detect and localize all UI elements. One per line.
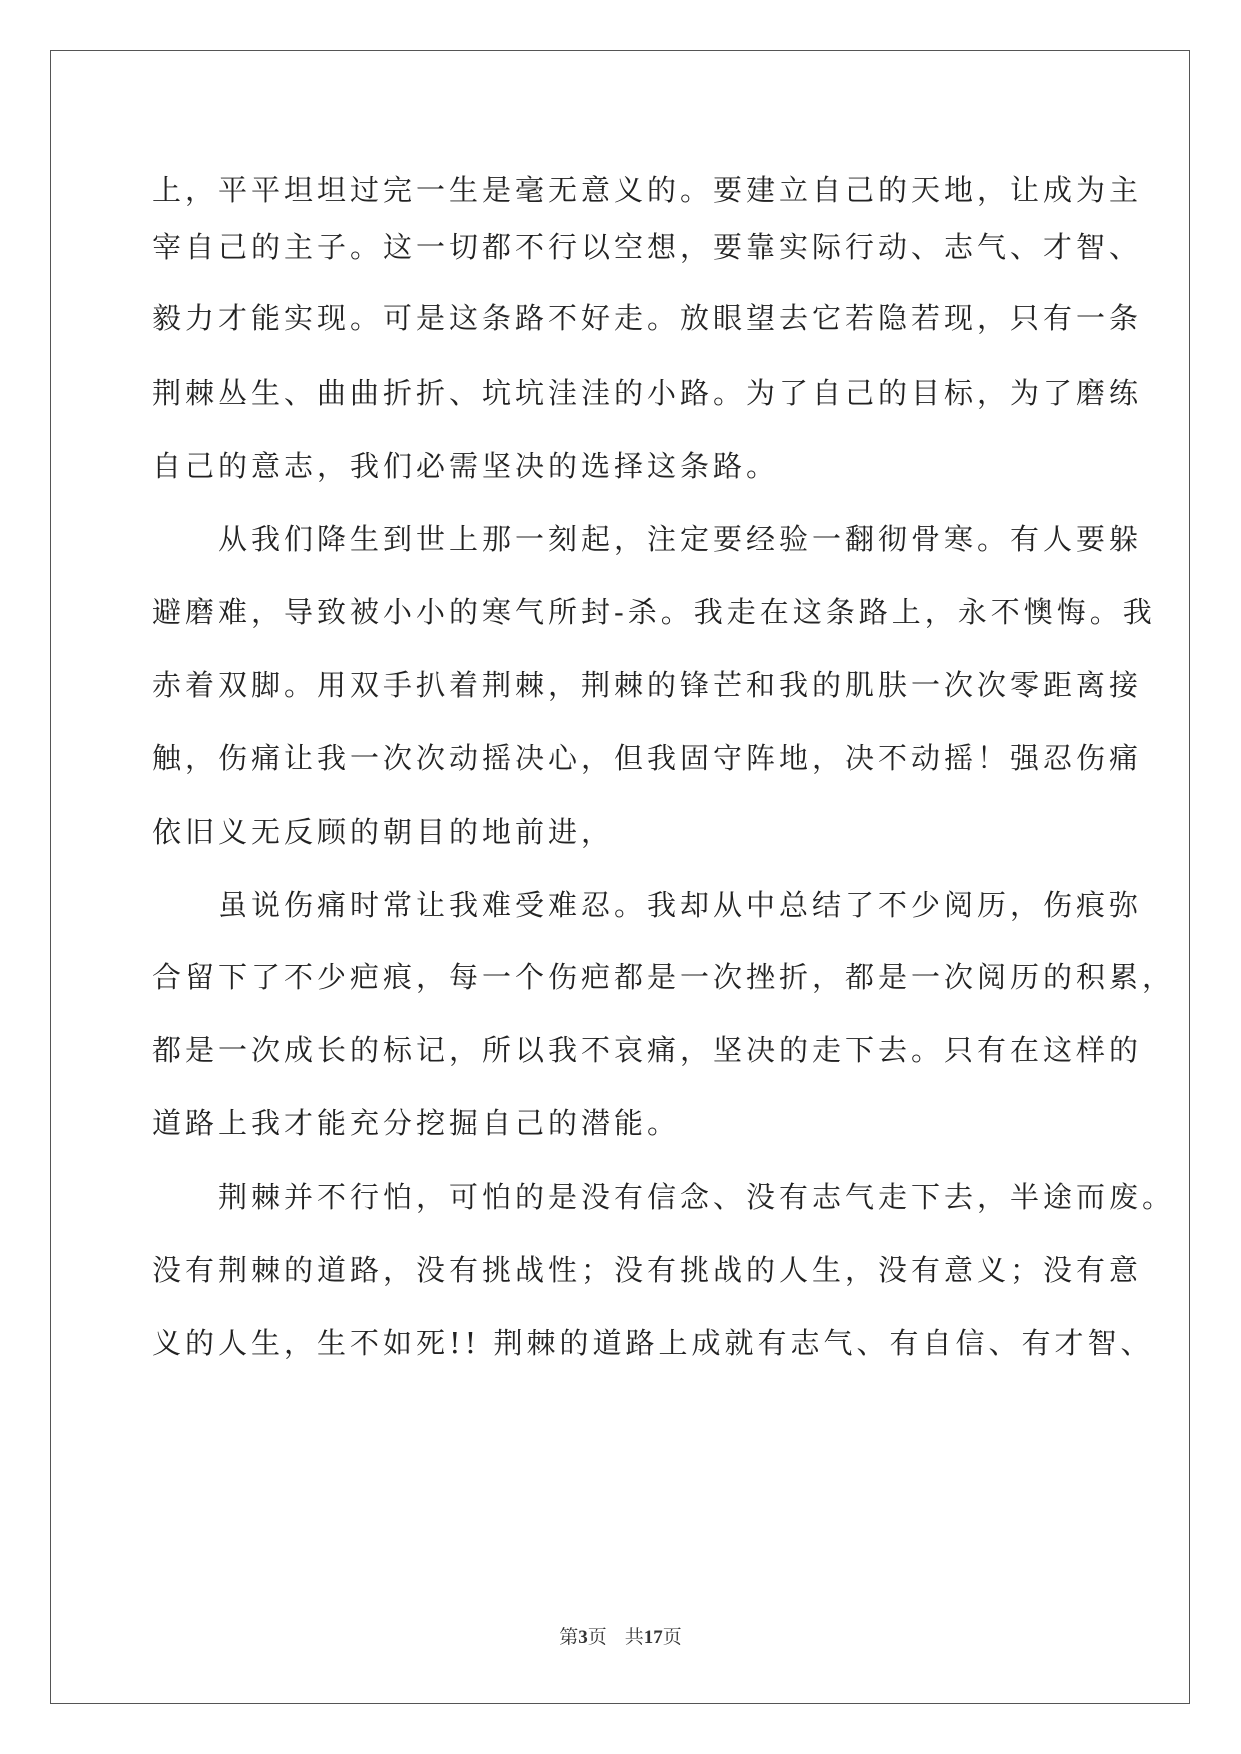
text-line: 从我们降生到世上那一刻起，注定要经验一翻彻骨寒。有人要躲 [152,522,1143,556]
text-line: 合留下了不少疤痕，每一个伤疤都是一次挫折，都是一次阅历的积累， [152,960,1176,994]
total-suffix: 页 [662,1627,682,1648]
text-line: 避磨难，导致被小小的寒气所封-杀。我走在这条路上，永不懊悔。我 [152,595,1156,629]
total-pages: 17 [643,1627,663,1648]
text-line: 虽说伤痛时常让我难受难忍。我却从中总结了不少阅历，伤痕弥 [152,888,1143,922]
text-line: 依旧义无反顾的朝目的地前进， [152,815,615,849]
text-line: 触，伤痛让我一次次动摇决心，但我固守阵地，决不动摇！强忍伤痛 [152,741,1143,775]
page-suffix: 页 [587,1627,607,1648]
text-line: 上，平平坦坦过完一生是毫无意义的。要建立自己的天地，让成为主 [152,173,1143,207]
text-line: 义的人生，生不如死!! 荆棘的道路上成就有志气、有自信、有才智、 [152,1326,1154,1360]
text-line: 荆棘丛生、曲曲折折、坑坑洼洼的小路。为了自己的目标，为了磨练 [152,376,1143,410]
text-line: 毅力才能实现。可是这条路不好走。放眼望去它若隐若现，只有一条 [152,301,1143,335]
text-line: 荆棘并不行怕，可怕的是没有信念、没有志气走下去，半途而废。 [152,1180,1176,1214]
page-prefix: 第 [559,1627,579,1648]
total-prefix: 共 [624,1627,644,1648]
text-line: 没有荆棘的道路，没有挑战性；没有挑战的人生，没有意义；没有意 [152,1253,1143,1287]
text-line: 都是一次成长的标记，所以我不哀痛，坚决的走下去。只有在这样的 [152,1033,1143,1067]
page-footer [0,1625,1241,1651]
text-line: 赤着双脚。用双手扒着荆棘，荆棘的锋芒和我的肌肤一次次零距离接 [152,668,1143,702]
page-number: 3 [578,1627,588,1648]
text-line: 自己的意志，我们必需坚决的选择这条路。 [152,449,780,483]
text-line: 道路上我才能充分挖掘自己的潜能。 [152,1106,681,1140]
text-line: 宰自己的主子。这一切都不行以空想，要靠实际行动、志气、才智、 [152,230,1143,264]
